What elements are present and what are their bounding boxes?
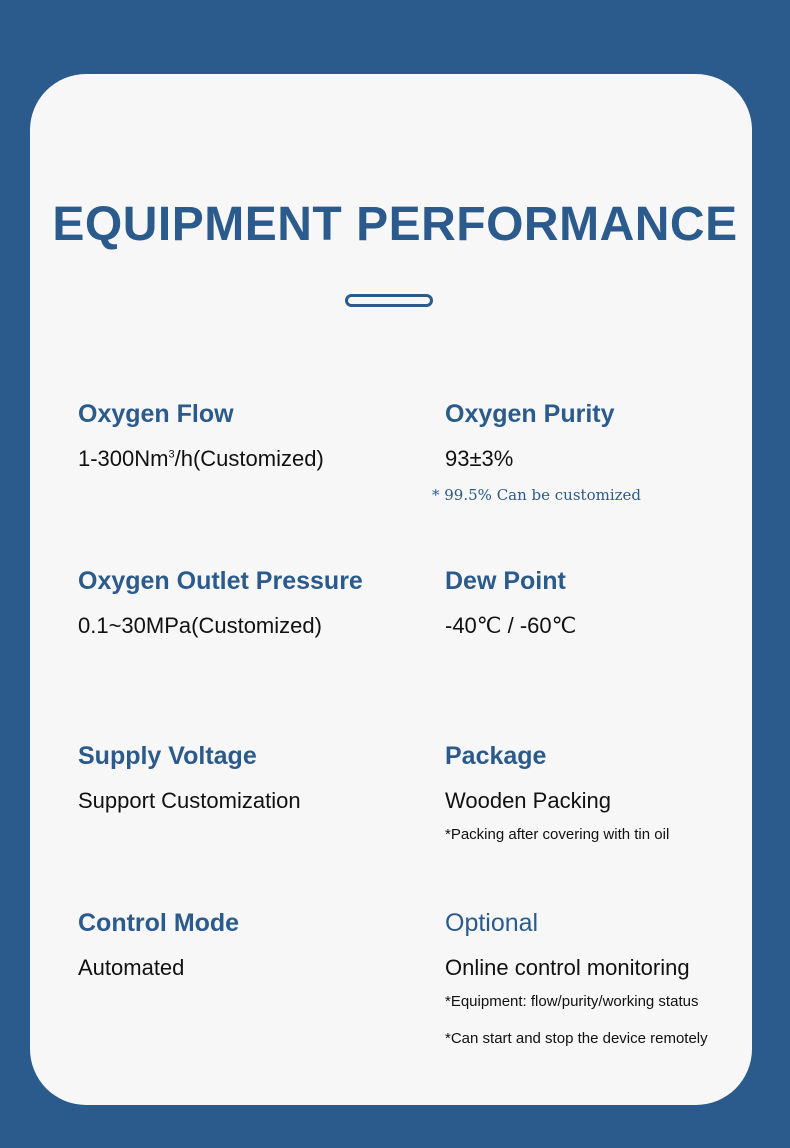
spec-label: Optional <box>445 909 539 937</box>
spec-value: 1-300Nm$^3$/h(Customized) <box>78 446 324 471</box>
spec-label: Package <box>445 742 547 770</box>
spec-label: Control Mode <box>78 909 240 937</box>
spec-oxygen-purity <box>445 400 615 472</box>
spec-value: Wooden Packing <box>445 788 611 813</box>
spec-note: *Equipment: flow/purity/working status <box>445 993 699 1010</box>
spec-value: Online control monitoring <box>445 955 690 980</box>
spec-note: *Can start and stop the device remotely <box>445 1030 708 1047</box>
spec-package <box>445 742 669 843</box>
spec-value: Automated <box>78 955 185 980</box>
spec-dew-point <box>445 567 576 639</box>
spec-oxygen-outlet-pressure <box>78 567 363 639</box>
title-divider <box>345 294 433 307</box>
spec-label: Oxygen Purity <box>445 400 615 428</box>
spec-optional <box>445 909 708 1047</box>
spec-label: Oxygen Outlet Pressure <box>78 567 363 595</box>
spec-value: 0.1~30MPa(Customized) <box>78 613 322 638</box>
spec-value: Support Customization <box>78 788 301 813</box>
spec-value: 93±3% <box>445 446 514 471</box>
spec-label: Dew Point <box>445 567 566 595</box>
spec-note: * 99.5% Can be customized <box>432 486 642 504</box>
spec-value: -40℃ / -60℃ <box>445 613 577 638</box>
spec-label: Oxygen Flow <box>78 400 234 428</box>
spec-control-mode <box>78 909 239 981</box>
spec-supply-voltage <box>78 742 301 814</box>
spec-oxygen-flow <box>78 400 324 472</box>
page-title: EQUIPMENT PERFORMANCE <box>52 198 738 251</box>
spec-label: Supply Voltage <box>78 742 257 770</box>
spec-note: *Packing after covering with tin oil <box>445 826 670 843</box>
